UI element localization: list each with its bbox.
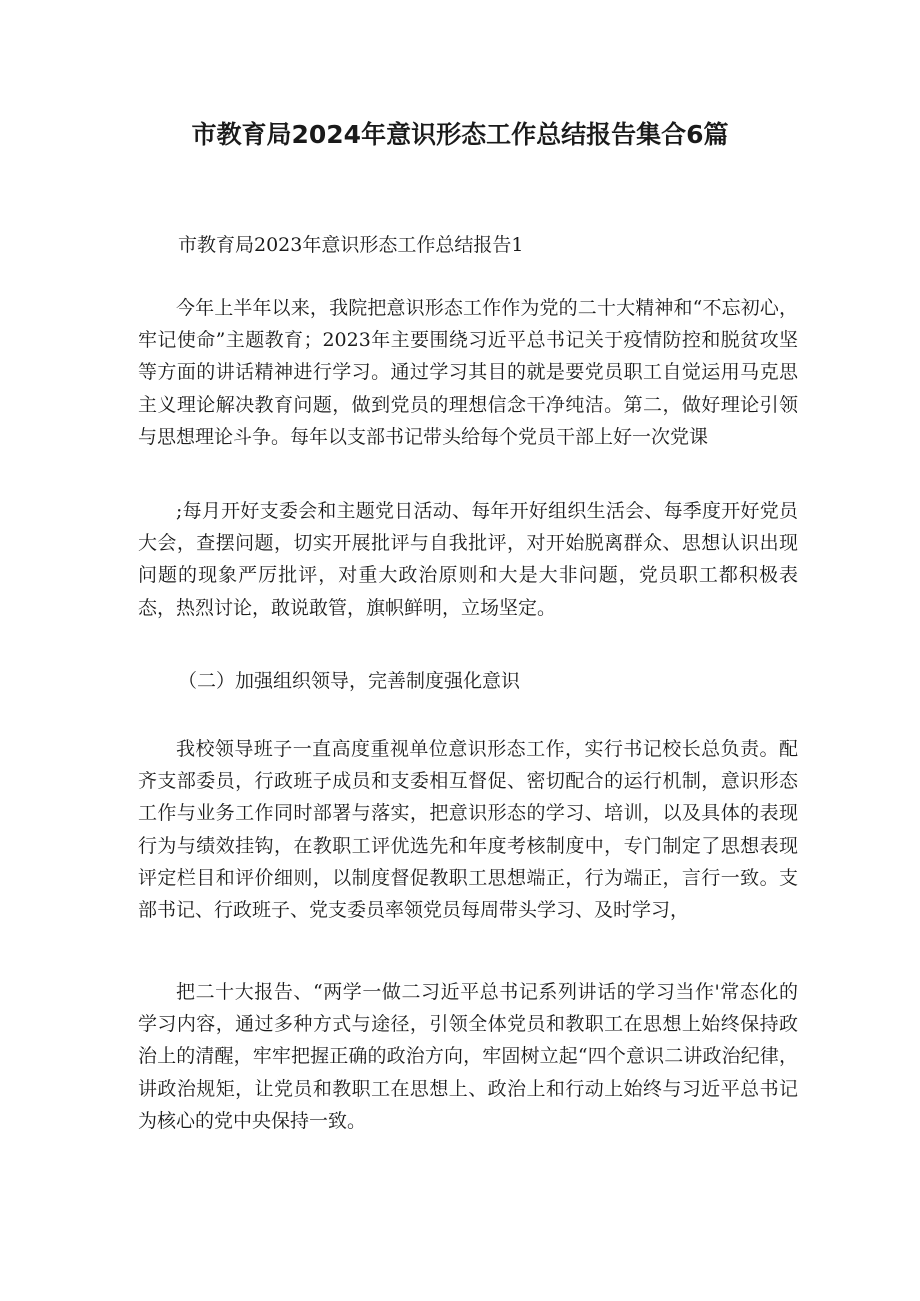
body-paragraph-2: ;每月开好支委会和主题党日活动、每年开好组织生活会、每季度开好党员大会，查摆问题，切实开展批评与自我批评，对开始脱离群众、思想认识出现问题的现象严厉批评，对重大政治原则和大是大非问题，党员职工都积极表态，热烈讨论，敢说敢管，旗帜鲜明，立场坚定。 <box>138 500 798 619</box>
body-paragraph-1: 今年上半年以来，我院把意识形态工作作为党的二十大精神和“不忘初心，牢记使命”主题教育；2023年主要围绕习近平总书记关于疫情防控和脱贫攻坚等方面的讲话精神进行学习。通过学习其目的就是要党员职工自觉运用马克思主义理论解决教育问题，做到党员的理想信念干净纯洁。第二，做好理论引领与思想理论斗争。每年以支部书记带头给每个党员干部上好一次党课 <box>138 297 798 448</box>
document-title: 市教育局2024年意识形态工作总结报告集合6篇 <box>191 120 729 149</box>
body-paragraph-3: 我校领导班子一直高度重视单位意识形态工作，实行书记校长总负责。配齐支部委员，行政班子成员和支委相互督促、密切配合的运行机制，意识形态工作与业务工作同时部署与落实，把意识形态的学习、培训，以及具体的表现行为与绩效挂钩，在教职工评优选先和年度考核制度中，专门制定了思想表现评定栏目和评价细则，以制度督促教职工思想端正，行为端正，言行一致。支部书记、行政班子、党支委员率领党员每周带头学习、及时学习， <box>138 738 798 922</box>
section-heading: （二）加强组织领导，完善制度强化意识 <box>178 670 521 692</box>
body-paragraph-4: 把二十大报告、“两学一做二习近平总书记系列讲话的学习当作'常态化的学习内容，通过多种方式与途径，引领全体党员和教职工在思想上始终保持政治上的清醒，牢牢把握正确的政治方向，牢固树立起“四个意识二讲政治纪律，讲政治规矩，让党员和教职工在思想上、政治上和行动上始终与习近平总书记为核心的党中央保持一致。 <box>138 981 798 1132</box>
report-subtitle: 市教育局2023年意识形态工作总结报告1 <box>178 234 524 256</box>
